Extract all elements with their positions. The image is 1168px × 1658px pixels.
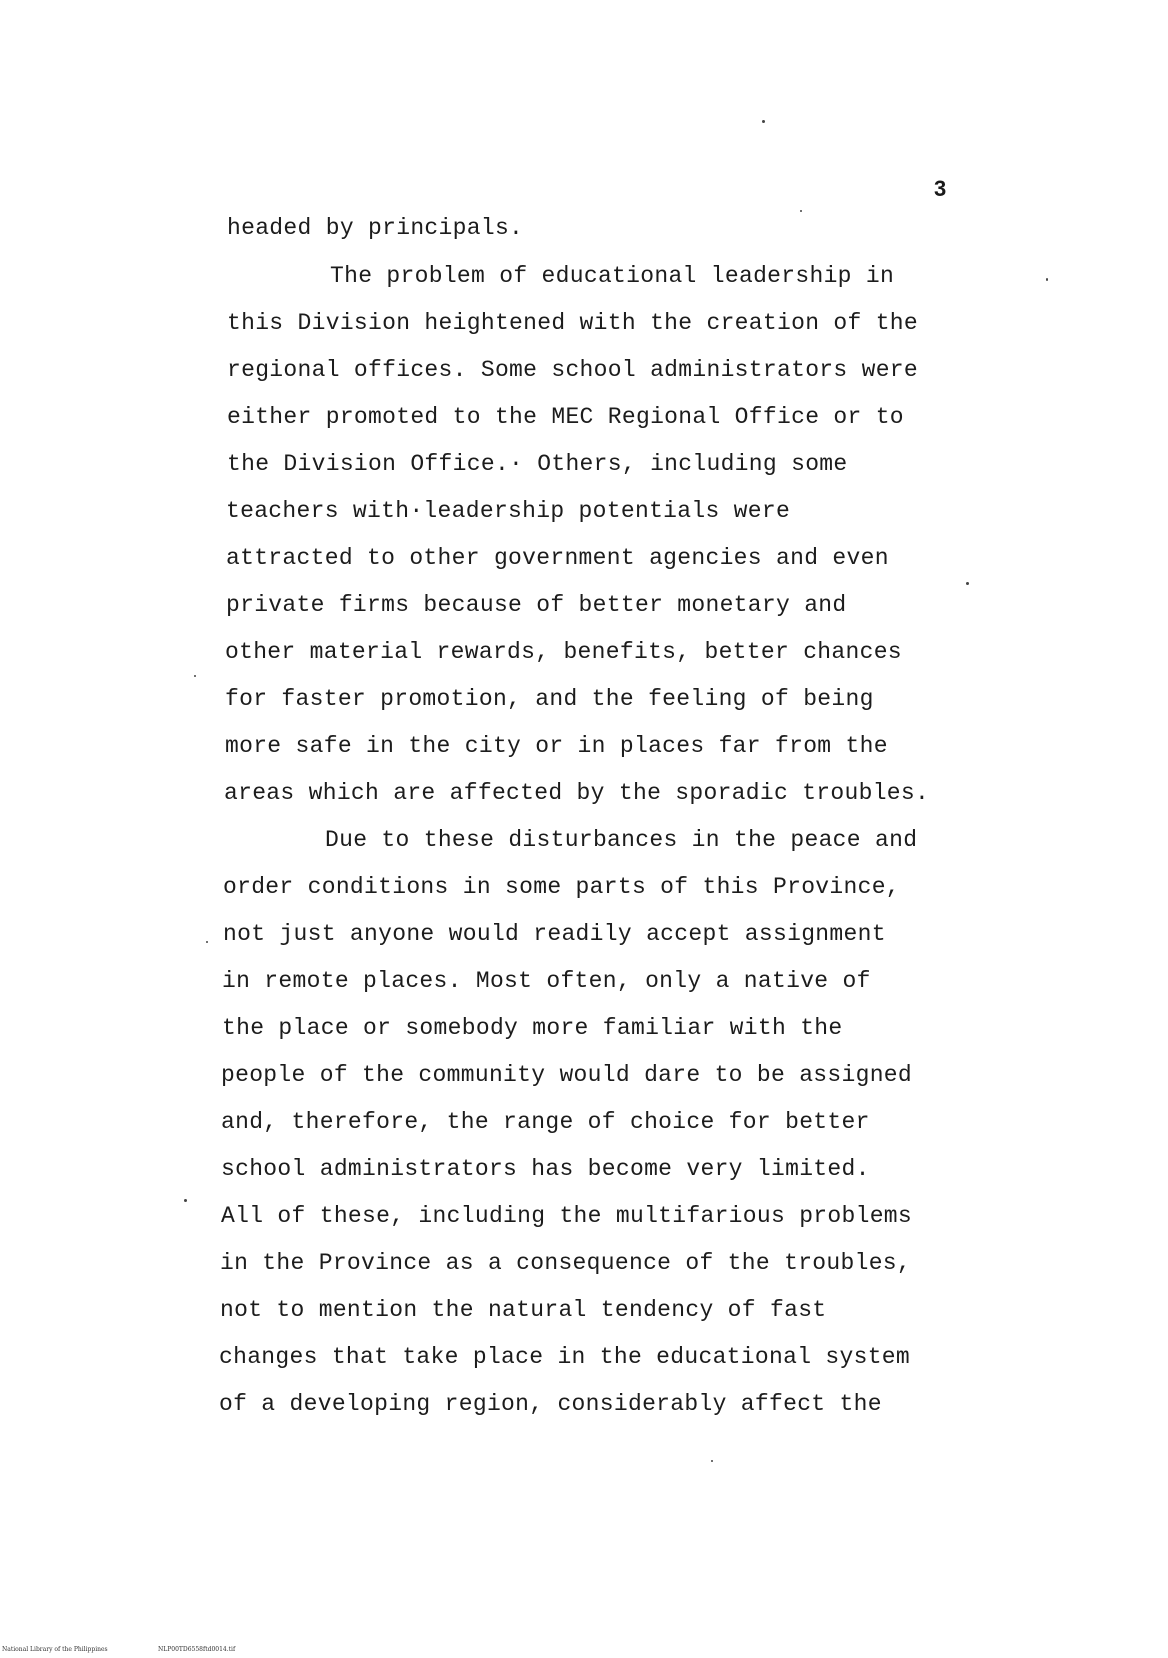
text-line: All of these, including the multifarious problems <box>221 1203 913 1229</box>
text-line: regional offices. Some school administrators were <box>227 357 919 383</box>
text-line: either promoted to the MEC Regional Office or to <box>227 404 904 430</box>
text-line: the Division Office.· Others, including some <box>227 451 848 477</box>
text-line: areas which are affected by the sporadic troubles. <box>224 780 930 806</box>
text-line: changes that take place in the educational system <box>219 1344 911 1370</box>
text-line: The problem of educational leadership in <box>330 263 895 289</box>
text-line: not to mention the natural tendency of fast <box>220 1297 827 1323</box>
footer-library-credit: National Library of the Philippines <box>2 1646 108 1653</box>
text-line: order conditions in some parts of this Province, <box>223 874 900 900</box>
scan-speck <box>762 120 765 123</box>
scan-speck <box>184 1199 187 1202</box>
text-line: people of the community would dare to be assigned <box>221 1062 913 1088</box>
scan-speck <box>800 210 802 212</box>
text-line: this Division heightened with the creation of the <box>227 310 919 336</box>
text-line: teachers with·leadership potentials were <box>226 498 791 524</box>
page-number: 3 <box>934 176 947 201</box>
text-line: not just anyone would readily accept assignment <box>223 921 886 947</box>
scan-speck <box>206 941 208 943</box>
text-line: the place or somebody more familiar with the <box>222 1015 843 1041</box>
text-line: and, therefore, the range of choice for better <box>221 1109 870 1135</box>
text-line: of a developing region, considerably affect the <box>219 1391 882 1417</box>
text-line: in the Province as a consequence of the troubles, <box>220 1250 912 1276</box>
text-line: other material rewards, benefits, better chances <box>225 639 902 665</box>
text-line: Due to these disturbances in the peace and <box>325 827 918 853</box>
footer-file-name: NLP00TD6558ftd0014.tif <box>158 1646 236 1653</box>
text-line: private firms because of better monetary and <box>226 592 847 618</box>
scan-speck <box>194 675 196 677</box>
scan-speck <box>711 1460 713 1462</box>
scan-speck <box>1046 278 1048 281</box>
text-line: school administrators has become very limited. <box>221 1156 870 1182</box>
text-line: in remote places. Most often, only a native of <box>222 968 871 994</box>
text-line: more safe in the city or in places far from the <box>225 733 888 759</box>
text-line: headed by principals. <box>227 215 524 241</box>
text-line: attracted to other government agencies and even <box>226 545 889 571</box>
scan-speck <box>966 582 969 585</box>
text-line: for faster promotion, and the feeling of being <box>225 686 874 712</box>
